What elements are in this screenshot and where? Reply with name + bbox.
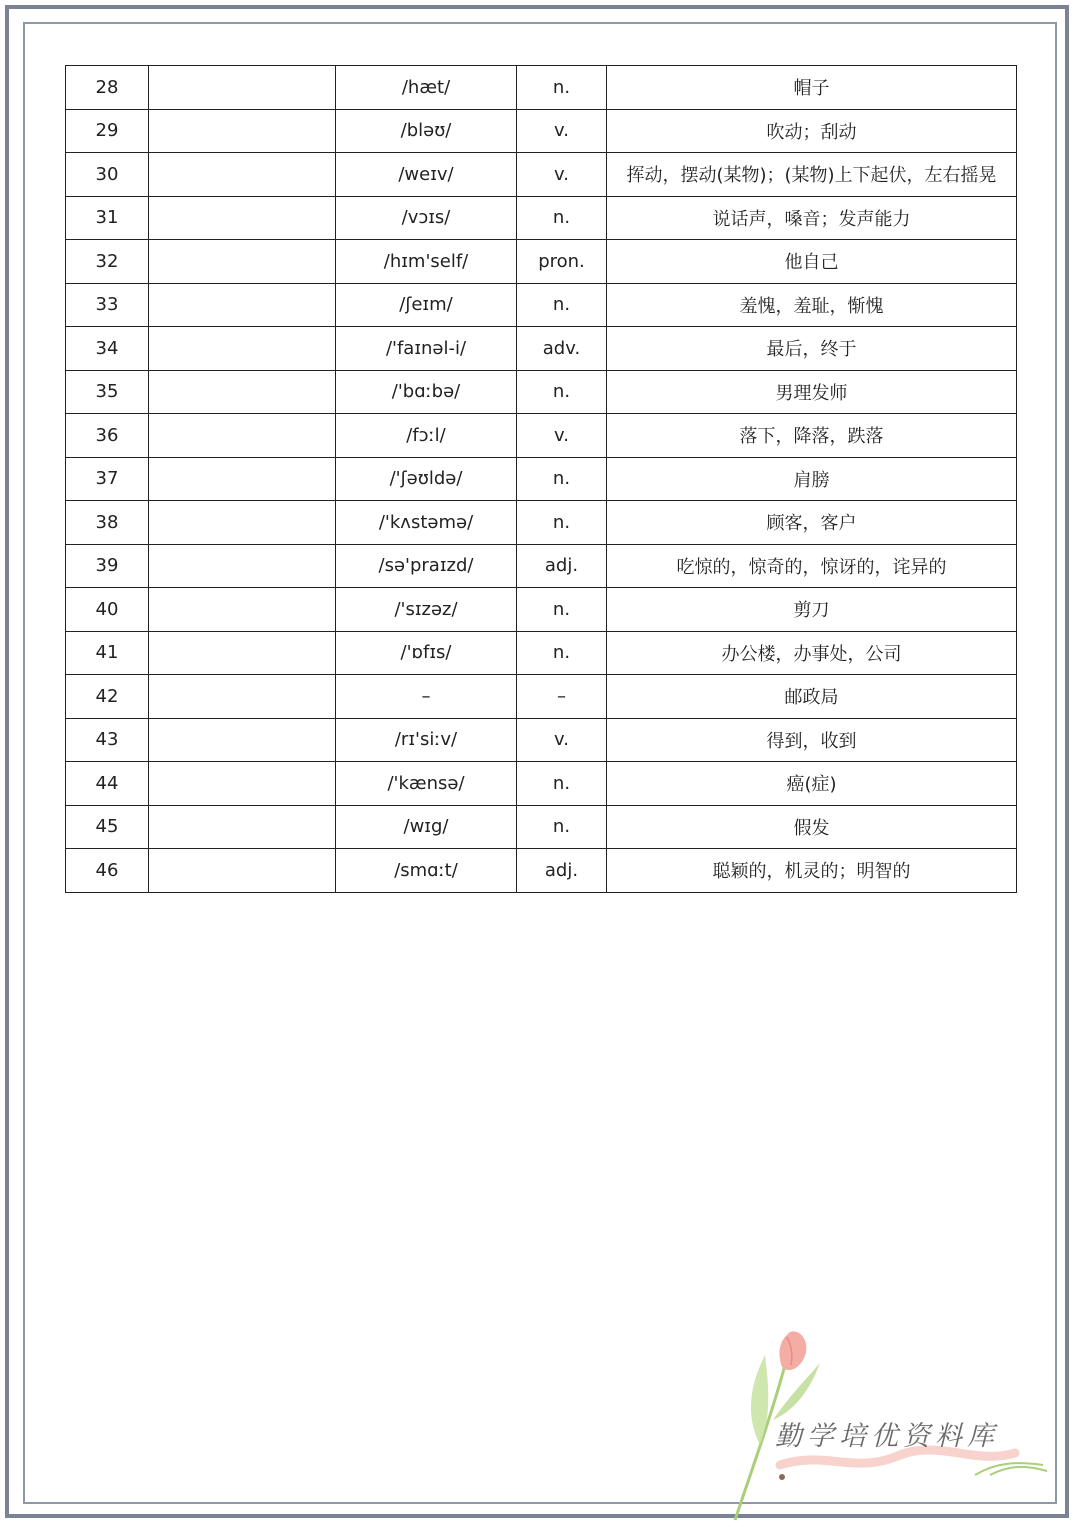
row-number: 33 [66, 283, 149, 327]
word-cell [149, 849, 336, 893]
word-cell [149, 109, 336, 153]
part-of-speech: adv. [517, 327, 607, 371]
meaning: 肩膀 [607, 457, 1017, 501]
row-number: 41 [66, 631, 149, 675]
phonetic: /'sɪzəz/ [336, 588, 517, 632]
word-cell [149, 805, 336, 849]
table-row [66, 457, 1017, 501]
part-of-speech: n. [517, 196, 607, 240]
table-row [66, 370, 1017, 414]
word-cell [149, 501, 336, 545]
phonetic: /'bɑːbə/ [336, 370, 517, 414]
phonetic: /'kænsə/ [336, 762, 517, 806]
row-number: 36 [66, 414, 149, 458]
row-number: 46 [66, 849, 149, 893]
meaning: 癌(症) [607, 762, 1017, 806]
meaning: 聪颖的，机灵的；明智的 [607, 849, 1017, 893]
row-number: 40 [66, 588, 149, 632]
row-number: 35 [66, 370, 149, 414]
meaning: 办公楼，办事处，公司 [607, 631, 1017, 675]
part-of-speech: n. [517, 631, 607, 675]
meaning: 男理发师 [607, 370, 1017, 414]
word-cell [149, 66, 336, 110]
part-of-speech: n. [517, 588, 607, 632]
table-row [66, 675, 1017, 719]
phonetic: /'faɪnəl-i/ [336, 327, 517, 371]
phonetic: /bləʊ/ [336, 109, 517, 153]
meaning: 挥动，摆动(某物)；(某物)上下起伏，左右摇晃 [607, 153, 1017, 197]
part-of-speech: n. [517, 370, 607, 414]
table-row [66, 66, 1017, 110]
phonetic: /'ʃəʊldə/ [336, 457, 517, 501]
row-number: 38 [66, 501, 149, 545]
table-row [66, 762, 1017, 806]
table-row [66, 109, 1017, 153]
row-number: 29 [66, 109, 149, 153]
phonetic: /'kʌstəmə/ [336, 501, 517, 545]
part-of-speech: – [517, 675, 607, 719]
row-number: 28 [66, 66, 149, 110]
watermark-text: 勤学培优资料库 [775, 1421, 999, 1452]
part-of-speech: v. [517, 718, 607, 762]
table-row [66, 588, 1017, 632]
table-row [66, 327, 1017, 371]
meaning: 剪刀 [607, 588, 1017, 632]
word-cell [149, 457, 336, 501]
row-number: 42 [66, 675, 149, 719]
phonetic: /weɪv/ [336, 153, 517, 197]
word-cell [149, 240, 336, 284]
row-number: 44 [66, 762, 149, 806]
meaning: 羞愧，羞耻，惭愧 [607, 283, 1017, 327]
meaning: 顾客，客户 [607, 501, 1017, 545]
table-row [66, 196, 1017, 240]
table-row [66, 240, 1017, 284]
phonetic: /hɪm'self/ [336, 240, 517, 284]
row-number: 34 [66, 327, 149, 371]
phonetic: /sə'praɪzd/ [336, 544, 517, 588]
part-of-speech: n. [517, 501, 607, 545]
word-cell [149, 588, 336, 632]
part-of-speech: n. [517, 283, 607, 327]
table-row [66, 805, 1017, 849]
table-row [66, 631, 1017, 675]
table-row [66, 283, 1017, 327]
part-of-speech: adj. [517, 544, 607, 588]
phonetic: /'ɒfɪs/ [336, 631, 517, 675]
meaning: 他自己 [607, 240, 1017, 284]
part-of-speech: n. [517, 805, 607, 849]
meaning: 吹动；刮动 [607, 109, 1017, 153]
word-cell [149, 370, 336, 414]
part-of-speech: n. [517, 762, 607, 806]
phonetic: /ʃeɪm/ [336, 283, 517, 327]
meaning: 假发 [607, 805, 1017, 849]
word-cell [149, 283, 336, 327]
word-cell [149, 414, 336, 458]
phonetic: /hæt/ [336, 66, 517, 110]
word-cell [149, 762, 336, 806]
word-cell [149, 718, 336, 762]
part-of-speech: v. [517, 414, 607, 458]
word-cell [149, 327, 336, 371]
meaning: 说话声，嗓音；发声能力 [607, 196, 1017, 240]
word-cell [149, 631, 336, 675]
part-of-speech: adj. [517, 849, 607, 893]
vocabulary-table-body [66, 66, 1017, 893]
phonetic: – [336, 675, 517, 719]
meaning: 帽子 [607, 66, 1017, 110]
row-number: 39 [66, 544, 149, 588]
phonetic: /wɪg/ [336, 805, 517, 849]
part-of-speech: v. [517, 153, 607, 197]
table-row [66, 544, 1017, 588]
table-row [66, 718, 1017, 762]
meaning: 最后，终于 [607, 327, 1017, 371]
meaning: 得到，收到 [607, 718, 1017, 762]
row-number: 32 [66, 240, 149, 284]
meaning: 邮政局 [607, 675, 1017, 719]
vocabulary-table [65, 65, 1017, 893]
part-of-speech: n. [517, 66, 607, 110]
row-number: 43 [66, 718, 149, 762]
table-row [66, 849, 1017, 893]
word-cell [149, 675, 336, 719]
word-cell [149, 196, 336, 240]
phonetic: /fɔːl/ [336, 414, 517, 458]
row-number: 45 [66, 805, 149, 849]
part-of-speech: n. [517, 457, 607, 501]
row-number: 37 [66, 457, 149, 501]
word-cell [149, 153, 336, 197]
phonetic: /vɔɪs/ [336, 196, 517, 240]
part-of-speech: v. [517, 109, 607, 153]
table-row [66, 501, 1017, 545]
meaning: 吃惊的，惊奇的，惊讶的，诧异的 [607, 544, 1017, 588]
part-of-speech: pron. [517, 240, 607, 284]
table-row [66, 153, 1017, 197]
table-row [66, 414, 1017, 458]
row-number: 30 [66, 153, 149, 197]
word-cell [149, 544, 336, 588]
watermark [725, 1325, 1055, 1525]
meaning: 落下，降落，跌落 [607, 414, 1017, 458]
row-number: 31 [66, 196, 149, 240]
phonetic: /smɑːt/ [336, 849, 517, 893]
phonetic: /rɪ'siːv/ [336, 718, 517, 762]
